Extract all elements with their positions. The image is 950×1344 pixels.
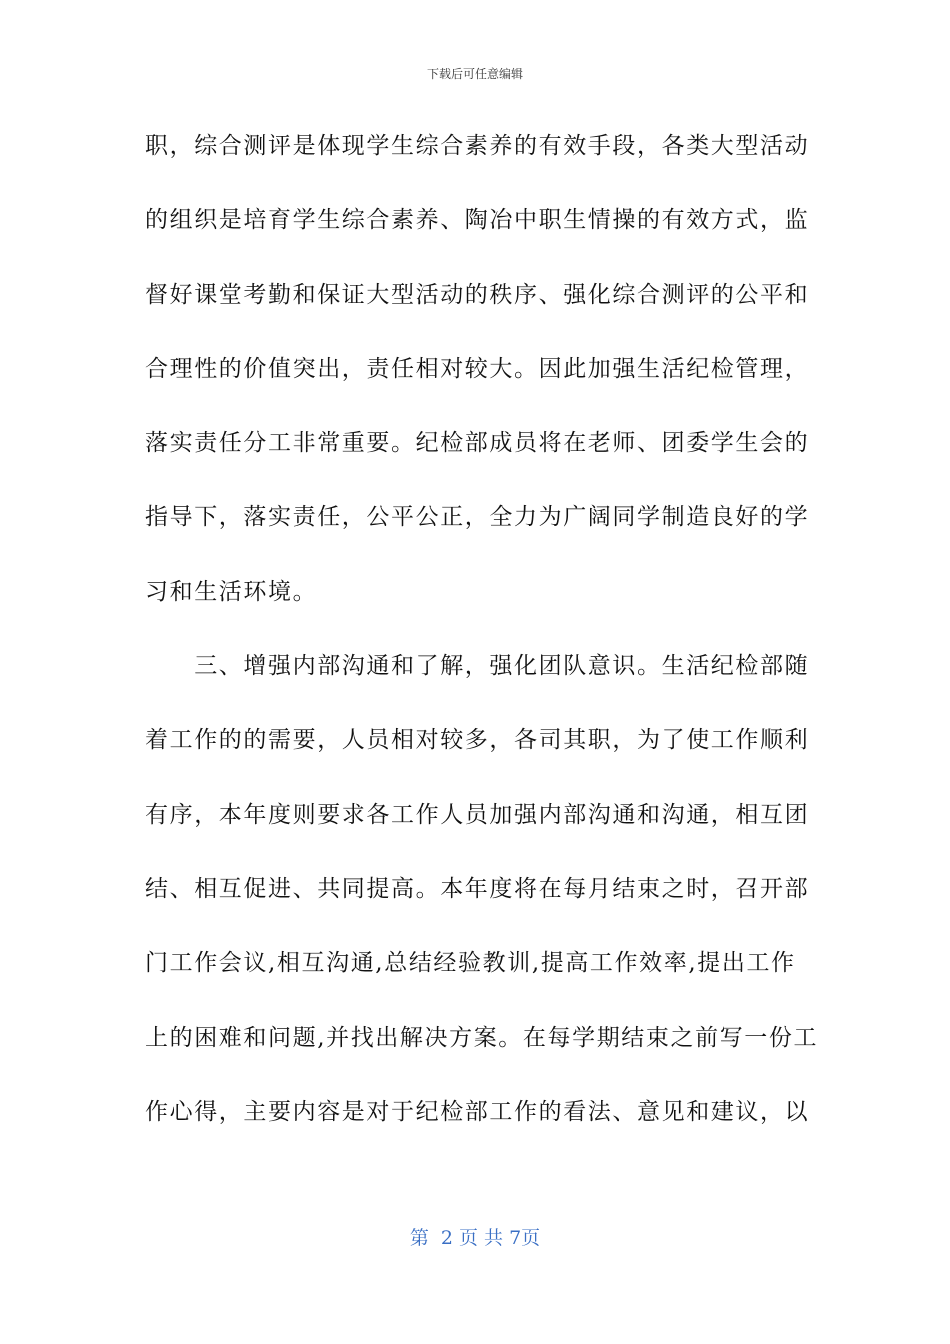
text-line: 结、相互促进、共同提高。本年度将在每月结束之时，召开部 (145, 875, 810, 902)
text-line: 上的困难和问题,并找出解决方案。在每学期结束之前写一份工 (145, 1024, 819, 1051)
text-line: 门工作会议,相互沟通,总结经验教训,提高工作效率,提出工作 (145, 950, 796, 977)
text-line: 的组织是培育学生综合素养、陶冶中职生情操的有效方式，监 (145, 207, 810, 234)
text-line: 着工作的的需要，人员相对较多，各司其职，为了使工作顺利 (145, 727, 810, 754)
page-header: 下载后可任意编辑 (426, 67, 523, 81)
page-number: 第 2 页 共 7页 (409, 1227, 541, 1249)
text-line: 三、增强内部沟通和了解，强化团队意识。生活纪检部随 (145, 653, 810, 680)
text-line: 落实责任分工非常重要。纪检部成员将在老师、团委学生会的 (145, 430, 810, 457)
text-line: 督好课堂考勤和保证大型活动的秩序、强化综合测评的公平和 (145, 281, 810, 308)
text-line: 作心得，主要内容是对于纪检部工作的看法、意见和建议，以 (145, 1098, 810, 1125)
text-line: 有序，本年度则要求各工作人员加强内部沟通和沟通，相互团 (145, 801, 810, 828)
page-footer (0, 1226, 950, 1250)
document-body (145, 120, 819, 1160)
text-line: 合理性的价值突出，责任相对较大。因此加强生活纪检管理， (145, 355, 810, 382)
text-line: 习和生活环境。 (145, 578, 318, 605)
text-line: 指导下，落实责任，公平公正，全力为广阔同学制造良好的学 (145, 504, 810, 531)
text-line: 职，综合测评是体现学生综合素养的有效手段，各类大型活动 (145, 133, 810, 159)
